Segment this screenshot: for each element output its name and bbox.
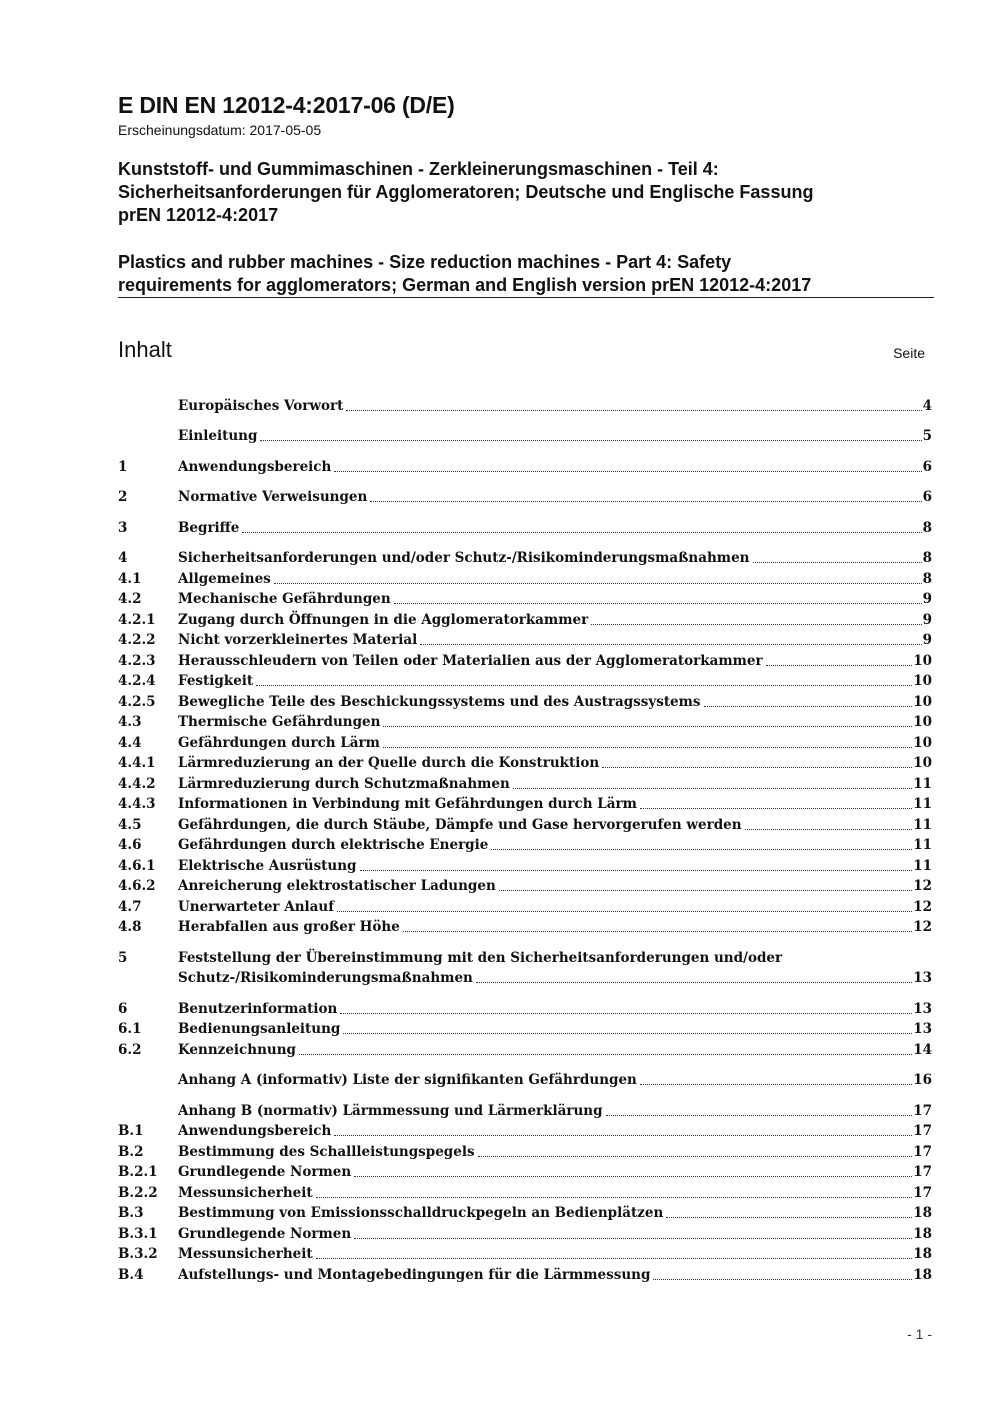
document-id: E DIN EN 12012-4:2017-06 (D/E) [118, 92, 455, 118]
toc-entry-title: Sicherheitsanforderungen und/oder Schutz-/Risikominderungsmaßnahmen [178, 550, 750, 566]
dot-leader [403, 931, 912, 932]
dot-leader [299, 1054, 912, 1055]
toc-entry-page: 18 [913, 1205, 932, 1221]
toc-entry-page: 18 [913, 1225, 932, 1242]
dot-leader [653, 1279, 912, 1280]
dot-leader [383, 747, 912, 748]
toc-entry[interactable] [118, 670, 932, 691]
toc-entry-number: 4.6.1 [118, 857, 156, 874]
toc-entry-page: 10 [913, 673, 932, 689]
toc-entry-page: 9 [922, 632, 932, 648]
toc-entry-title: Anwendungsbereich [178, 1123, 332, 1139]
toc-entry-line [118, 967, 932, 988]
toc-entry-title: Messunsicherheit [178, 1184, 313, 1201]
toc-entry-number: 5 [118, 949, 128, 966]
toc-entry-title: Gefährdungen durch Lärm [178, 734, 380, 751]
toc-entry[interactable] [118, 731, 932, 752]
toc-entry-title: Anreicherung elektrostatischer Ladungen [178, 878, 496, 894]
toc-entry-page: 17 [913, 1184, 932, 1201]
toc-entry-title: Kennzeichnung [178, 1041, 296, 1058]
toc-entry-page: 18 [913, 1266, 932, 1283]
dot-leader [340, 1013, 912, 1014]
title-german-line: Kunststoff- und Gummimaschinen - Zerkleinerungsmaschinen - Teil 4: [118, 159, 719, 179]
toc-entry[interactable] [118, 1120, 932, 1141]
toc-entry-page: 8 [922, 519, 932, 536]
dot-leader [491, 849, 912, 850]
title-underline [118, 297, 934, 298]
toc-entry-page: 11 [913, 857, 932, 874]
dot-leader [591, 624, 921, 625]
toc-entry-number: 2 [118, 489, 128, 505]
toc-entry-page: 10 [913, 734, 932, 751]
toc-entry-number: 6 [118, 1000, 128, 1017]
dot-leader [242, 532, 921, 533]
toc-entry-number: B.2.1 [118, 1164, 158, 1180]
toc-entry-number: 4.4 [118, 734, 142, 751]
toc-entry-number: 3 [118, 519, 128, 536]
toc-entry[interactable] [118, 1018, 932, 1039]
toc-entry[interactable] [118, 455, 932, 476]
toc-entry-number: 1 [118, 458, 128, 475]
toc-entry[interactable] [118, 1202, 932, 1223]
toc-entry-title: Lärmreduzierung durch Schutzmaßnahmen [178, 775, 510, 792]
toc-entry-number: B.2.2 [118, 1184, 158, 1201]
toc-entry-number: 4.2.3 [118, 652, 156, 669]
toc-entry-number: 4.4.1 [118, 755, 156, 771]
toc-entry-page: 11 [913, 796, 932, 812]
toc-entry[interactable] [118, 875, 932, 896]
toc-entry-page: 12 [913, 919, 932, 935]
dot-leader [256, 685, 912, 686]
toc-entry-number: 4.1 [118, 570, 142, 587]
toc-entry-number: B.3.2 [118, 1246, 158, 1262]
toc-entry-page: 10 [913, 755, 932, 771]
toc-entry[interactable] [118, 608, 932, 629]
toc-entry[interactable] [118, 425, 932, 446]
toc-entry-page: 12 [913, 898, 932, 915]
toc-entry[interactable] [118, 588, 932, 609]
toc-entry[interactable] [118, 916, 932, 937]
dot-leader [640, 1084, 912, 1085]
toc-entry-title: Unerwarteter Anlauf [178, 898, 335, 915]
toc-entry-page: 10 [913, 652, 932, 669]
toc-entry-page: 8 [922, 570, 932, 587]
dot-leader [606, 1115, 913, 1116]
dot-leader [766, 665, 913, 666]
dot-leader [704, 706, 913, 707]
dot-leader [602, 767, 912, 768]
title-english [118, 251, 811, 297]
publication-date: Erscheinungsdatum: 2017-05-05 [118, 122, 322, 138]
toc-entry[interactable] [118, 1161, 932, 1182]
toc-entry[interactable] [118, 547, 932, 568]
toc-entry-title: Thermische Gefährdungen [178, 714, 381, 730]
toc-entry-title: Informationen in Verbindung mit Gefährdungen durch Lärm [178, 796, 637, 812]
toc-entry-page: 10 [913, 693, 932, 710]
toc-entry-title: Lärmreduzierung an der Quelle durch die Konstruktion [178, 755, 600, 771]
dot-leader [513, 788, 912, 789]
toc-entry-number: 4.7 [118, 898, 142, 915]
toc-entry[interactable] [118, 895, 932, 916]
toc-entry-title: Aufstellungs- und Montagebedingungen für die Lärmmessung [178, 1266, 651, 1283]
toc-entry-number: B.4 [118, 1266, 144, 1283]
toc-entry[interactable] [118, 711, 932, 732]
toc-entry-title: Elektrische Ausrüstung [178, 857, 357, 874]
dot-leader [745, 829, 913, 830]
toc-entry-title: Mechanische Gefährdungen [178, 591, 391, 607]
toc-entry-title: Bestimmung des Schallleistungspegels [178, 1143, 475, 1160]
toc-entry-page: 6 [922, 489, 932, 505]
toc-entry-number: 4.5 [118, 816, 142, 833]
toc-entry-page: 13 [913, 1000, 932, 1017]
toc-entry[interactable] [118, 394, 932, 415]
dot-leader [383, 726, 912, 727]
dot-leader [370, 501, 921, 502]
toc-entry-title: Herausschleudern von Teilen oder Materialien aus der Agglomeratorkammer [178, 652, 763, 669]
toc-entry-title: Nicht vorzerkleinertes Material [178, 632, 418, 648]
toc-entry[interactable] [118, 516, 932, 537]
toc-entry[interactable] [118, 946, 932, 987]
dot-leader [420, 644, 921, 645]
toc-entry-title: Bedienungsanleitung [178, 1021, 341, 1037]
dot-leader [346, 410, 921, 411]
title-english-line: requirements for agglomerators; German and English version prEN 12012-4:2017 [118, 275, 812, 295]
toc-entry-number: 4.2.5 [118, 693, 156, 710]
toc-entry-page: 6 [922, 458, 932, 475]
toc-entry-page: 17 [913, 1164, 932, 1180]
toc-entry[interactable] [118, 1263, 932, 1284]
toc-entry-title: Bestimmung von Emissionsschalldruckpegeln an Bedienplätzen [178, 1205, 664, 1221]
toc-entry[interactable] [118, 752, 932, 773]
toc-entry-title: Anhang B (normativ) Lärmmessung und Lärmerklärung [178, 1102, 603, 1119]
dot-leader [316, 1258, 913, 1259]
toc-entry-title: Schutz-/Risikominderungsmaßnahmen [178, 970, 473, 986]
toc-entry-title: Anwendungsbereich [178, 458, 332, 475]
toc-entry-title: Herabfallen aus großer Höhe [178, 919, 400, 935]
toc-entry[interactable] [118, 690, 932, 711]
dot-leader [337, 911, 912, 912]
dot-leader [334, 1135, 912, 1136]
toc-entry-number: 4.2 [118, 591, 142, 607]
toc-entry[interactable] [118, 567, 932, 588]
toc-entry-number: 6.2 [118, 1041, 142, 1058]
contents-heading: Inhalt [118, 337, 172, 362]
toc-entry-title: Festigkeit [178, 673, 254, 689]
toc-entry[interactable] [118, 1181, 932, 1202]
toc-entry[interactable] [118, 1038, 932, 1059]
toc-entry-number: 4.2.2 [118, 632, 156, 648]
toc-entry[interactable] [118, 1069, 932, 1090]
toc-entry-page: 8 [922, 550, 932, 566]
toc-entry-page: 13 [913, 1021, 932, 1037]
toc-entry-page: 17 [913, 1102, 932, 1119]
toc-entry[interactable] [118, 1099, 932, 1120]
toc-entry[interactable] [118, 997, 932, 1018]
dot-leader [316, 1197, 913, 1198]
toc-entry-number: 4.6 [118, 837, 142, 853]
toc-entry-page: 17 [913, 1143, 932, 1160]
toc-entry-number: 4 [118, 550, 128, 566]
toc-entry-title: Normative Verweisungen [178, 489, 368, 505]
toc-entry-page: 11 [913, 775, 932, 792]
toc-entry-page: 11 [913, 816, 932, 833]
toc-entry-title: Allgemeines [178, 570, 271, 587]
toc-entry-line [118, 946, 932, 967]
toc-entry[interactable] [118, 834, 932, 855]
toc-entry-page: 16 [913, 1072, 932, 1088]
toc-entry-number: 4.2.1 [118, 611, 156, 628]
toc-entry-number: 4.2.4 [118, 673, 156, 689]
toc-entry-number: B.3 [118, 1205, 144, 1221]
toc-entry[interactable] [118, 1243, 932, 1264]
dot-leader [753, 562, 922, 563]
toc-entry-number: B.1 [118, 1123, 144, 1139]
toc-entry-page: 9 [922, 611, 932, 628]
toc-entry[interactable] [118, 486, 932, 507]
toc-entry[interactable] [118, 1140, 932, 1161]
dot-leader [343, 1033, 912, 1034]
toc-entry-title: Europäisches Vorwort [178, 397, 344, 414]
toc-entry-page: 10 [913, 714, 932, 730]
toc-entry-title: Anhang A (informativ) Liste der signifikanten Gefährdungen [178, 1072, 637, 1088]
toc-entry-page: 9 [922, 591, 932, 607]
toc-entry-title: Einleitung [178, 428, 258, 444]
dot-leader [354, 1176, 912, 1177]
toc-entry[interactable] [118, 772, 932, 793]
dot-leader [478, 1156, 913, 1157]
toc-entry-title: Zugang durch Öffnungen in die Agglomeratorkammer [178, 611, 589, 628]
toc-entry-number: 4.4.2 [118, 775, 156, 792]
toc-entry-number: 6.1 [118, 1021, 142, 1037]
title-german-line: prEN 12012-4:2017 [118, 205, 279, 225]
toc-entry[interactable] [118, 649, 932, 670]
toc-entry[interactable] [118, 629, 932, 650]
dot-leader [334, 471, 921, 472]
toc-entry-number: 4.6.2 [118, 878, 156, 894]
page-number: - 1 - [907, 1326, 932, 1342]
toc-entry-number: 4.4.3 [118, 796, 156, 812]
toc-entry-title: Gefährdungen durch elektrische Energie [178, 837, 489, 853]
toc-entry-number: 4.8 [118, 919, 142, 935]
dot-leader [499, 890, 912, 891]
toc-entry-page: 14 [913, 1041, 932, 1058]
dot-leader [394, 603, 922, 604]
dot-leader [354, 1238, 912, 1239]
dot-leader [476, 982, 912, 983]
table-of-contents [118, 394, 932, 1284]
toc-entry-title: Grundlegende Normen [178, 1164, 352, 1180]
title-german-line: Sicherheitsanforderungen für Agglomeratoren; Deutsche und Englische Fassung [118, 182, 814, 202]
toc-entry-number: B.2 [118, 1143, 144, 1160]
title-english-line: Plastics and rubber machines - Size reduction machines - Part 4: Safety [118, 252, 732, 272]
title-german [118, 158, 813, 227]
toc-entry-title: Benutzerinformation [178, 1000, 338, 1017]
toc-entry-page: 5 [922, 428, 932, 444]
toc-entry-page: 4 [922, 397, 932, 414]
toc-entry-page: 12 [913, 878, 932, 894]
toc-entry-page: 13 [913, 970, 932, 986]
toc-entry-title: Bewegliche Teile des Beschickungssystems und des Austragssystems [178, 693, 701, 710]
toc-entry-page: 17 [913, 1123, 932, 1139]
toc-entry-title: Grundlegende Normen [178, 1225, 352, 1242]
toc-entry-page: 18 [913, 1246, 932, 1262]
toc-entry-number: 4.3 [118, 714, 142, 730]
toc-entry-title: Begriffe [178, 519, 240, 536]
toc-entry-title: Messunsicherheit [178, 1246, 313, 1262]
dot-leader [260, 440, 921, 441]
toc-entry-title: Feststellung der Übereinstimmung mit den Sicherheitsanforderungen und/oder [178, 949, 783, 966]
dot-leader [274, 583, 922, 584]
toc-entry[interactable] [118, 793, 932, 814]
toc-entry[interactable] [118, 813, 932, 834]
toc-entry[interactable] [118, 854, 932, 875]
dot-leader [640, 808, 912, 809]
dot-leader [360, 870, 913, 871]
toc-entry-title: Gefährdungen, die durch Stäube, Dämpfe und Gase hervorgerufen werden [178, 816, 742, 833]
toc-entry-page: 11 [913, 837, 932, 853]
page-column-label: Seite [893, 345, 925, 361]
toc-entry-number: B.3.1 [118, 1225, 158, 1242]
dot-leader [666, 1217, 912, 1218]
toc-entry[interactable] [118, 1222, 932, 1243]
